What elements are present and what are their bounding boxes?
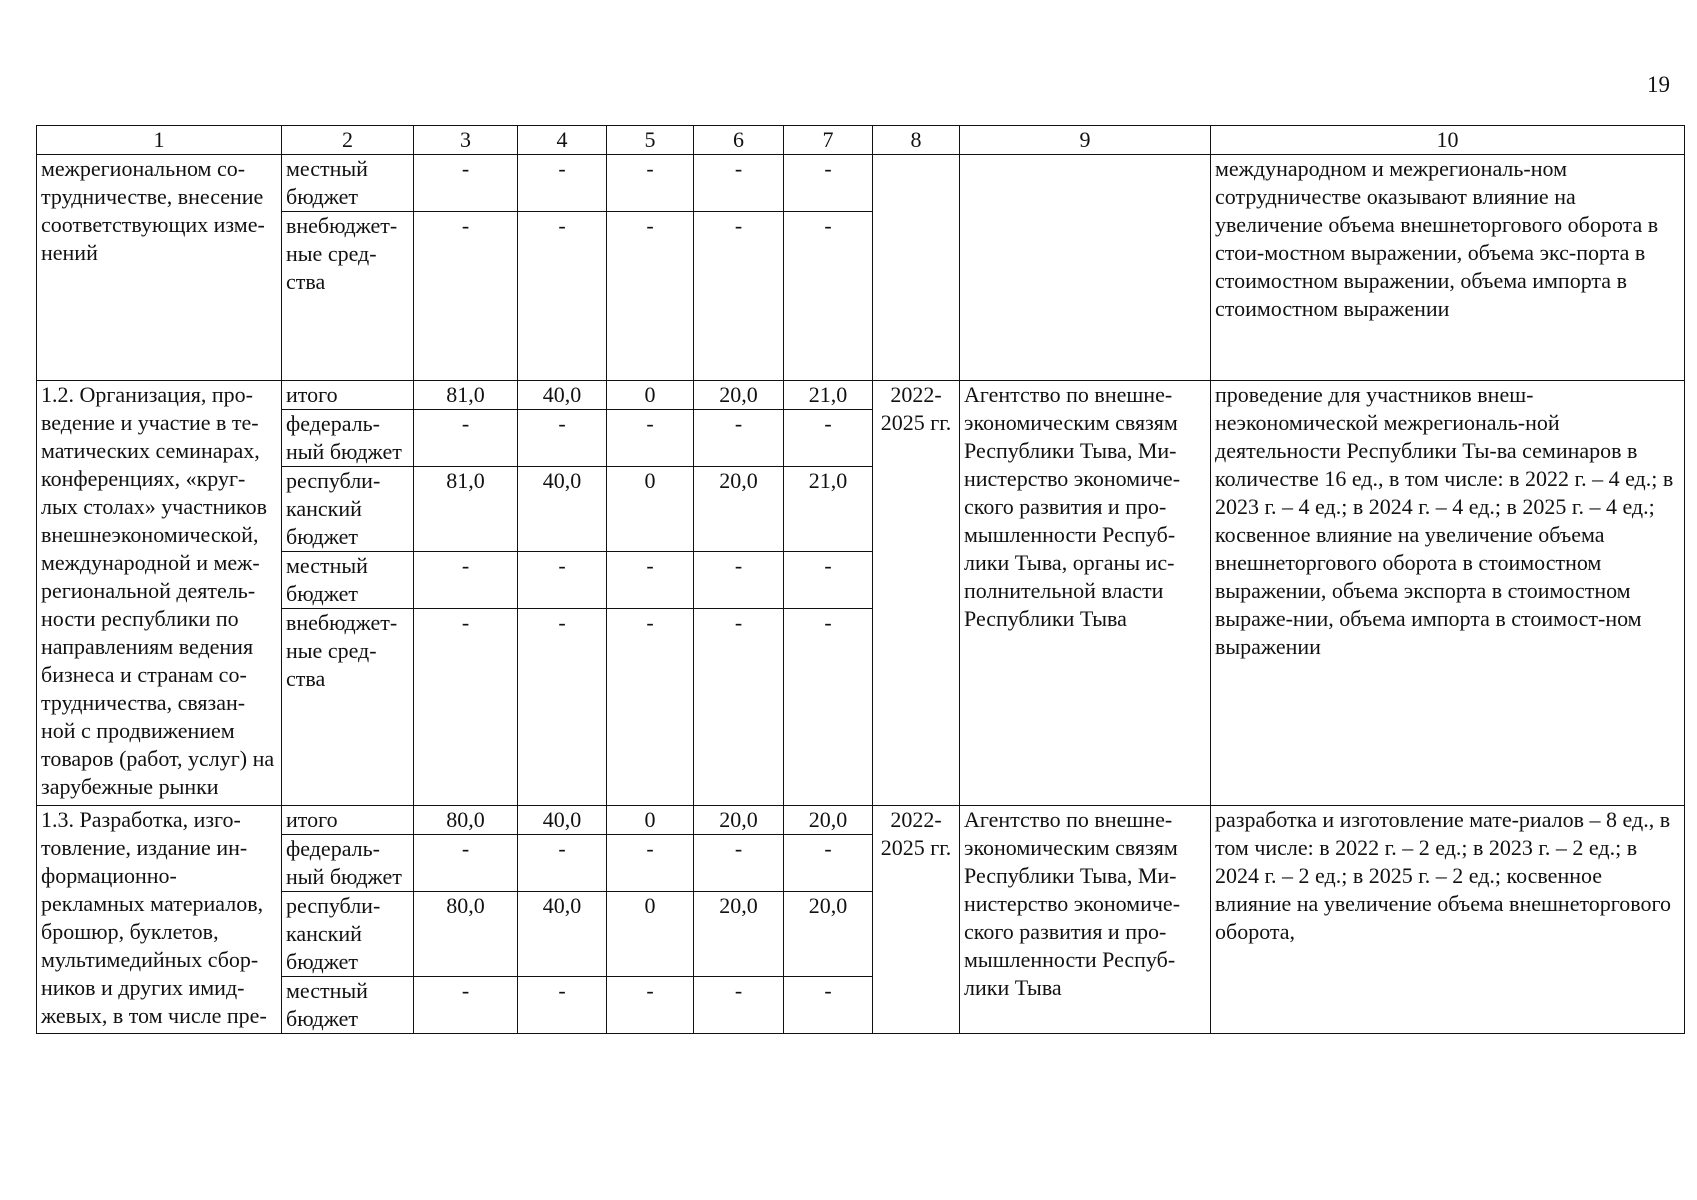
header-cell: 2 bbox=[282, 126, 414, 155]
header-cell: 1 bbox=[37, 126, 282, 155]
header-cell: 10 bbox=[1211, 126, 1685, 155]
program-table bbox=[36, 125, 1685, 1034]
value-cell: - bbox=[414, 835, 518, 892]
value-cell: 81,0 bbox=[414, 467, 518, 552]
executor-cell: Агентство по внешне-экономическим связям Республики Тыва, Ми-нистерство экономиче-ского развития и про-мышленности Респуб-лики Тыва bbox=[960, 806, 1211, 1034]
value-cell: - bbox=[414, 155, 518, 212]
value-cell: - bbox=[607, 155, 694, 212]
funding-source: итого bbox=[282, 381, 414, 410]
value-cell: - bbox=[784, 835, 873, 892]
value-cell: - bbox=[694, 609, 784, 806]
value-cell: - bbox=[518, 609, 607, 806]
value-cell: - bbox=[518, 155, 607, 212]
value-cell: - bbox=[694, 212, 784, 381]
value-cell: - bbox=[694, 155, 784, 212]
value-cell: - bbox=[607, 609, 694, 806]
value-cell: 40,0 bbox=[518, 467, 607, 552]
header-cell: 4 bbox=[518, 126, 607, 155]
value-cell: 20,0 bbox=[694, 467, 784, 552]
activity-title: межрегиональном со-трудничестве, внесение соответствующих изме-нений bbox=[37, 155, 282, 381]
funding-source: республи-канский бюджет bbox=[282, 467, 414, 552]
value-cell: 21,0 bbox=[784, 467, 873, 552]
result-cell: проведение для участников внеш-неэкономической межрегиональ-ной деятельности Республики Ты-ва семинаров в количестве 16 ед., в том числе: в 2022 г. – 4 ед.; в 2023 г. – 4 ед.; в 2024 г. – 4 ед.; в 2025 г. – 4 ед.; косвенное влияние на увеличение объема внешнеторгового оборота в стоимостном выражении, объема экспорта в стоимостном выраже-нии, объема импорта в стоимост-ном выражении bbox=[1211, 381, 1685, 806]
executor-cell bbox=[960, 155, 1211, 381]
funding-source: местный бюджет bbox=[282, 977, 414, 1034]
table-row bbox=[37, 155, 1685, 212]
value-cell: - bbox=[518, 212, 607, 381]
table-row bbox=[37, 381, 1685, 410]
funding-source: итого bbox=[282, 806, 414, 835]
executor-cell: Агентство по внешне-экономическим связям Республики Тыва, Ми-нистерство экономиче-ского развития и про-мышленности Респуб-лики Тыва, органы ис-полнительной власти Республики Тыва bbox=[960, 381, 1211, 806]
funding-source: внебюджет-ные сред-ства bbox=[282, 609, 414, 806]
funding-source: республи-канский бюджет bbox=[282, 892, 414, 977]
value-cell: - bbox=[607, 410, 694, 467]
header-cell: 3 bbox=[414, 126, 518, 155]
value-cell: - bbox=[518, 410, 607, 467]
funding-source: федераль-ный бюджет bbox=[282, 835, 414, 892]
funding-source: местный бюджет bbox=[282, 552, 414, 609]
value-cell: 0 bbox=[607, 892, 694, 977]
value-cell: - bbox=[607, 977, 694, 1034]
value-cell: 81,0 bbox=[414, 381, 518, 410]
period-cell bbox=[873, 155, 960, 381]
value-cell: 40,0 bbox=[518, 806, 607, 835]
value-cell: - bbox=[607, 552, 694, 609]
value-cell: - bbox=[414, 609, 518, 806]
value-cell: - bbox=[784, 155, 873, 212]
value-cell: 0 bbox=[607, 381, 694, 410]
header-cell: 5 bbox=[607, 126, 694, 155]
value-cell: - bbox=[784, 552, 873, 609]
result-cell: разработка и изготовление мате-риалов – 8 ед., в том числе: в 2022 г. – 2 ед.; в 2023 г. – 2 ед.; в 2024 г. – 2 ед.; в 2025 г. – 2 ед.; косвенное влияние на увеличение объема внешнеторгового оборота, bbox=[1211, 806, 1685, 1034]
value-cell: 20,0 bbox=[694, 381, 784, 410]
value-cell: - bbox=[518, 977, 607, 1034]
activity-title: 1.2. Организация, про-ведение и участие в те-матических семинарах, конференциях, «круг-лых столах» участников внешнеэкономической, международной и меж-региональной деятель-ности республики по направлениям ведения бизнеса и странам со-трудничества, связан-ной с продвижением товаров (работ, услуг) на зарубежные рынки bbox=[37, 381, 282, 806]
value-cell: - bbox=[607, 835, 694, 892]
value-cell: - bbox=[518, 835, 607, 892]
value-cell: 40,0 bbox=[518, 892, 607, 977]
value-cell: 20,0 bbox=[694, 892, 784, 977]
period-cell: 2022-2025 гг. bbox=[873, 806, 960, 1034]
value-cell: 20,0 bbox=[784, 892, 873, 977]
result-cell: международном и межрегиональ-ном сотрудничестве оказывают влияние на увеличение объема внешнеторгового оборота в стои-мостном выражении, объема экс-порта в стоимостном выражении, объема импорта в стоимостном выражении bbox=[1211, 155, 1685, 381]
value-cell: - bbox=[414, 410, 518, 467]
funding-source: федераль-ный бюджет bbox=[282, 410, 414, 467]
value-cell: - bbox=[414, 552, 518, 609]
value-cell: - bbox=[694, 977, 784, 1034]
value-cell: 80,0 bbox=[414, 806, 518, 835]
value-cell: 21,0 bbox=[784, 381, 873, 410]
value-cell: - bbox=[694, 552, 784, 609]
page-number: 19 bbox=[1647, 72, 1670, 97]
value-cell: - bbox=[784, 977, 873, 1034]
table-row bbox=[37, 806, 1685, 835]
value-cell: - bbox=[694, 410, 784, 467]
header-cell: 9 bbox=[960, 126, 1211, 155]
value-cell: - bbox=[414, 212, 518, 381]
header-cell: 8 bbox=[873, 126, 960, 155]
value-cell: 0 bbox=[607, 806, 694, 835]
header-row bbox=[37, 126, 1685, 155]
value-cell: - bbox=[414, 977, 518, 1034]
value-cell: 0 bbox=[607, 467, 694, 552]
value-cell: - bbox=[518, 552, 607, 609]
value-cell: - bbox=[784, 410, 873, 467]
period-cell: 2022-2025 гг. bbox=[873, 381, 960, 806]
activity-title: 1.3. Разработка, изго-товление, издание ин-формационно-рекламных материалов, брошюр, буклетов, мультимедийных сбор-ников и других имид-жевых, в том числе пре- bbox=[37, 806, 282, 1034]
value-cell: 20,0 bbox=[694, 806, 784, 835]
value-cell: - bbox=[784, 609, 873, 806]
value-cell: - bbox=[607, 212, 694, 381]
value-cell: - bbox=[694, 835, 784, 892]
value-cell: 40,0 bbox=[518, 381, 607, 410]
header-cell: 7 bbox=[784, 126, 873, 155]
funding-source: местный бюджет bbox=[282, 155, 414, 212]
value-cell: 80,0 bbox=[414, 892, 518, 977]
header-cell: 6 bbox=[694, 126, 784, 155]
value-cell: 20,0 bbox=[784, 806, 873, 835]
funding-source: внебюджет-ные сред-ства bbox=[282, 212, 414, 381]
value-cell: - bbox=[784, 212, 873, 381]
